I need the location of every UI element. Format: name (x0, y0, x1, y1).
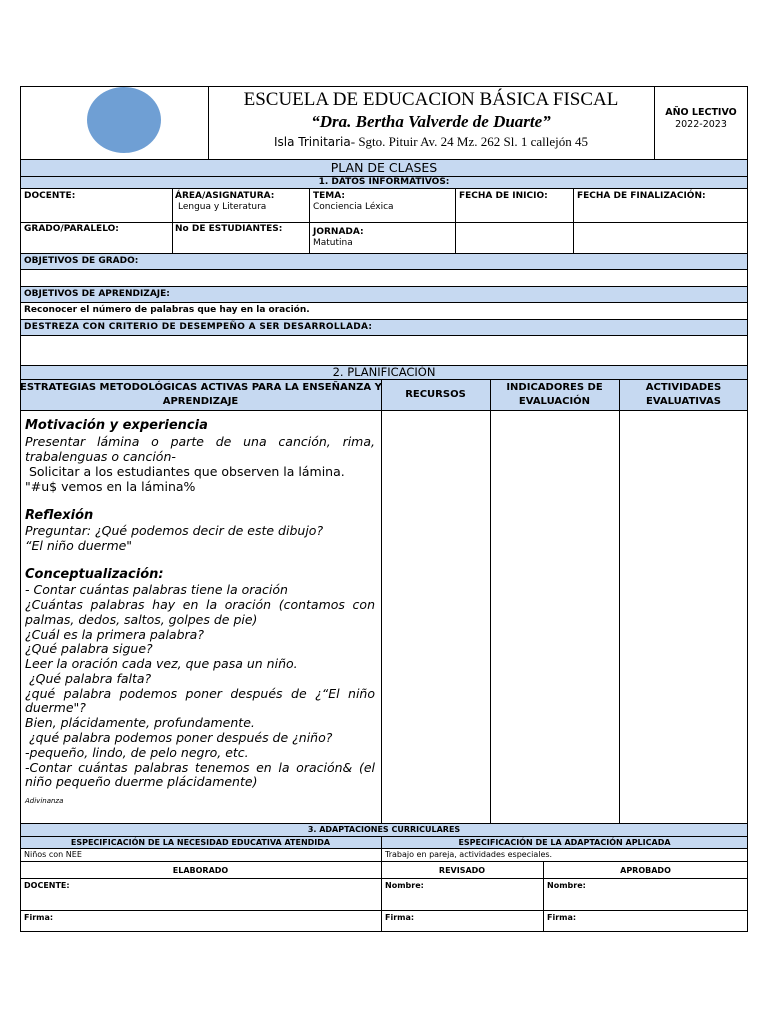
fecha-inicio-label: FECHA DE INICIO: (459, 191, 548, 201)
col-indicadores-2: EVALUACIÓN (518, 396, 591, 407)
adivinanza-note: Adivinanza (25, 797, 64, 805)
conceptualizacion-line: duerme"? (25, 700, 86, 715)
motivacion-line: "#u$ vemos en la lámina% (25, 479, 196, 494)
area-label: ÁREA/ASIGNATURA: (175, 191, 275, 201)
col-recursos: RECURSOS (405, 389, 466, 400)
year-value: 2022-2023 (675, 119, 727, 130)
jornada-value: Matutina (313, 238, 353, 248)
plan-title: PLAN DE CLASES (330, 160, 438, 175)
fecha-fin-label: FECHA DE FINALIZACIÓN: (577, 191, 706, 201)
conceptualizacion-line: ¿Qué palabra sigue? (25, 641, 153, 656)
conceptualizacion-line: ¿qué palabra podemos poner después de ¿“El niño (25, 686, 375, 701)
adaptacion-value: Trabajo en pareja, actividades especiales. (385, 850, 553, 859)
datos-row-2 (20, 222, 748, 254)
objetivos-grado-body (20, 269, 748, 287)
conceptualizacion-line: -Contar cuántas palabras tenemos en la oración& (el (25, 760, 375, 775)
estudiantes-label: No DE ESTUDIANTES: (175, 224, 283, 234)
address-rest: - Sgto. Pituir Av. 24 Mz. 262 Sl. 1 callejón 45 (350, 134, 588, 149)
reflexion-line: Preguntar: ¿Qué podemos decir de este dibujo? (25, 523, 324, 538)
signature-nombre-label: Nombre: (385, 881, 424, 890)
school-address (208, 134, 654, 150)
col-actividades-1: ACTIVIDADES (645, 382, 722, 393)
school-subtitle: “Dra. Bertha Valverde de Duarte” (311, 112, 551, 131)
tema-value: Conciencia Léxica (313, 202, 394, 212)
signature-firma-label: Firma: (24, 913, 54, 922)
revisado-label: REVISADO (438, 866, 486, 875)
col-adaptacion: ESPECIFICACIÓN DE LA ADAPTACIÓN APLICADA (458, 838, 671, 847)
objetivos-aprendizaje-value: Reconocer el número de palabras que hay en la oración. (24, 305, 310, 315)
conceptualizacion-line: palmas, dedos, saltos, golpes de pie) (25, 612, 258, 627)
necesidad-value: Niños con NEE (24, 850, 82, 859)
objetivos-aprendizaje-label: OBJETIVOS DE APRENDIZAJE: (24, 289, 170, 299)
section3-title: 3. ADAPTACIONES CURRICULARES (307, 825, 461, 834)
reflexion-title: Reflexión (25, 508, 94, 523)
col-necesidad: ESPECIFICACIÓN DE LA NECESIDAD EDUCATIVA ATENDIDA (70, 838, 331, 847)
aprobado-label: APROBADO (620, 866, 671, 875)
elaborado-label: ELABORADO (172, 866, 229, 875)
reflexion-line: “El niño duerme" (25, 538, 133, 553)
conceptualizacion-line: Leer la oración cada vez, que pasa un niño. (25, 656, 298, 671)
destreza-body (20, 335, 748, 366)
tema-label: TEMA: (313, 191, 345, 201)
signature-nombre-label: Nombre: (547, 881, 586, 890)
objetivos-grado-label: OBJETIVOS DE GRADO: (24, 256, 139, 266)
grado-label: GRADO/PARALELO: (24, 224, 119, 234)
conceptualizacion-line: ¿qué palabra podemos poner después de ¿niño? (25, 730, 333, 745)
address-bold: Isla Trinitaria (274, 135, 351, 149)
year-label: AÑO LECTIVO (665, 107, 737, 118)
col-indicadores-1: INDICADORES DE (506, 382, 603, 393)
motivacion-title: Motivación y experiencia (25, 418, 208, 433)
section1-title: 1. DATOS INFORMATIVOS: (318, 177, 450, 187)
conceptualizacion-line: ¿Cuál es la primera palabra? (25, 627, 204, 642)
jornada-label: JORNADA: (313, 227, 364, 237)
motivacion-line: Presentar lámina o parte de una canción, rima, (25, 434, 375, 449)
col-estrategias-2: APRENDIZAJE (162, 396, 239, 407)
motivacion-line: trabalenguas o canción- (25, 449, 176, 464)
conceptualizacion-line: niño pequeño duerme plácidamente) (25, 774, 258, 789)
adaptaciones-body (20, 848, 748, 862)
conceptualizacion-line: -pequeño, lindo, de pelo negro, etc. (25, 745, 249, 760)
col-actividades-2: EVALUATIVAS (646, 396, 721, 407)
conceptualizacion-line: ¿Qué palabra falta? (25, 671, 152, 686)
school-name: ESCUELA DE EDUCACION BÁSICA FISCAL (243, 89, 619, 110)
signature-firma-label: Firma: (385, 913, 415, 922)
conceptualizacion-line: - Contar cuántas palabras tiene la oración (25, 582, 288, 597)
signature-docente-label: DOCENTE: (24, 881, 70, 890)
estrategias-body (20, 410, 381, 824)
docente-label: DOCENTE: (24, 191, 76, 201)
signatures-row-nombre (20, 878, 748, 911)
signatures-row-firma (20, 910, 748, 932)
school-logo (87, 87, 161, 153)
signature-firma-label: Firma: (547, 913, 577, 922)
destreza-label: DESTREZA CON CRITERIO DE DESEMPEÑO A SER DESARROLLADA: (24, 322, 373, 332)
conceptualizacion-line: ¿Cuántas palabras hay en la oración (contamos con (25, 597, 375, 612)
col-estrategias-1: ESTRATEGIAS METODOLÓGICAS ACTIVAS PARA LA ENSEÑANZA Y (20, 382, 382, 393)
motivacion-line: Solicitar a los estudiantes que observen la lámina. (25, 464, 345, 479)
conceptualizacion-line: Bien, plácidamente, profundamente. (25, 715, 255, 730)
conceptualizacion-title: Conceptualización: (25, 567, 164, 582)
section2-title: 2. PLANIFICACIÓN (332, 365, 436, 379)
area-value: Lengua y Literatura (178, 202, 267, 212)
